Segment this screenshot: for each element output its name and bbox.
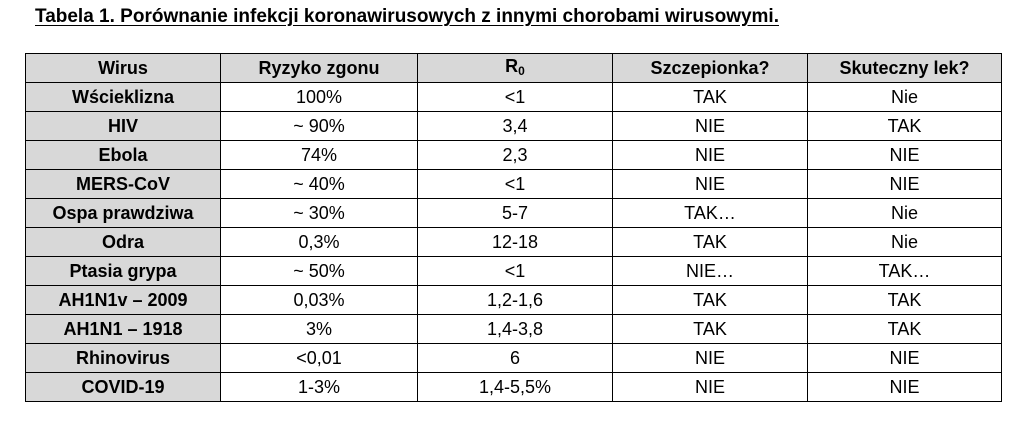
cell-drug: TAK [808,315,1002,344]
cell-r0: 2,3 [418,141,613,170]
cell-drug: NIE [808,141,1002,170]
cell-drug: NIE [808,344,1002,373]
cell-r0: 1,4-3,8 [418,315,613,344]
cell-vaccine: NIE… [613,257,808,286]
header-r0 [418,54,613,83]
cell-virus: Ebola [26,141,221,170]
table-row [26,315,1002,344]
cell-virus: COVID-19 [26,373,221,402]
cell-death-risk: <0,01 [221,344,418,373]
cell-drug: NIE [808,373,1002,402]
cell-vaccine: TAK… [613,199,808,228]
cell-vaccine: NIE [613,344,808,373]
cell-vaccine: NIE [613,141,808,170]
table-row [26,83,1002,112]
cell-virus: HIV [26,112,221,141]
cell-r0: <1 [418,83,613,112]
cell-virus: AH1N1v – 2009 [26,286,221,315]
cell-vaccine: TAK [613,286,808,315]
header-drug: Skuteczny lek? [808,54,1002,83]
cell-r0: 12-18 [418,228,613,257]
cell-virus: Rhinovirus [26,344,221,373]
cell-drug: Nie [808,83,1002,112]
cell-virus: Odra [26,228,221,257]
cell-death-risk: ~ 50% [221,257,418,286]
cell-virus: AH1N1 – 1918 [26,315,221,344]
table-body [26,83,1002,402]
table-row [26,286,1002,315]
table-caption: Tabela 1. Porównanie infekcji koronawirusowych z innymi chorobami wirusowymi. [35,6,779,27]
cell-vaccine: NIE [613,170,808,199]
cell-r0: 1,2-1,6 [418,286,613,315]
cell-death-risk: 0,03% [221,286,418,315]
header-r0-subscript: 0 [518,63,525,78]
cell-virus: Ospa prawdziwa [26,199,221,228]
cell-death-risk: ~ 30% [221,199,418,228]
table-row [26,344,1002,373]
cell-death-risk: 74% [221,141,418,170]
cell-drug: TAK [808,286,1002,315]
cell-vaccine: NIE [613,373,808,402]
cell-vaccine: TAK [613,83,808,112]
cell-death-risk: 100% [221,83,418,112]
cell-virus: MERS-CoV [26,170,221,199]
table-row [26,112,1002,141]
cell-death-risk: 3% [221,315,418,344]
cell-r0: 1,4-5,5% [418,373,613,402]
table-row [26,257,1002,286]
cell-r0: <1 [418,257,613,286]
cell-vaccine: TAK [613,315,808,344]
cell-virus: Wścieklizna [26,83,221,112]
cell-vaccine: NIE [613,112,808,141]
cell-vaccine: TAK [613,228,808,257]
table-row [26,170,1002,199]
cell-r0: 6 [418,344,613,373]
cell-virus: Ptasia grypa [26,257,221,286]
table-row [26,228,1002,257]
header-virus: Wirus [26,54,221,83]
header-vaccine: Szczepionka? [613,54,808,83]
cell-drug: Nie [808,199,1002,228]
table-row [26,199,1002,228]
cell-r0: <1 [418,170,613,199]
cell-death-risk: ~ 40% [221,170,418,199]
cell-drug: TAK… [808,257,1002,286]
cell-drug: Nie [808,228,1002,257]
table-row [26,141,1002,170]
cell-death-risk: 0,3% [221,228,418,257]
cell-death-risk: ~ 90% [221,112,418,141]
cell-r0: 3,4 [418,112,613,141]
header-r0-base: R [505,55,519,76]
cell-r0: 5-7 [418,199,613,228]
header-death-risk: Ryzyko zgonu [221,54,418,83]
table-header-row [26,54,1002,83]
cell-death-risk: 1-3% [221,373,418,402]
virus-comparison-table [25,53,1002,402]
cell-drug: TAK [808,112,1002,141]
cell-drug: NIE [808,170,1002,199]
table-row [26,373,1002,402]
